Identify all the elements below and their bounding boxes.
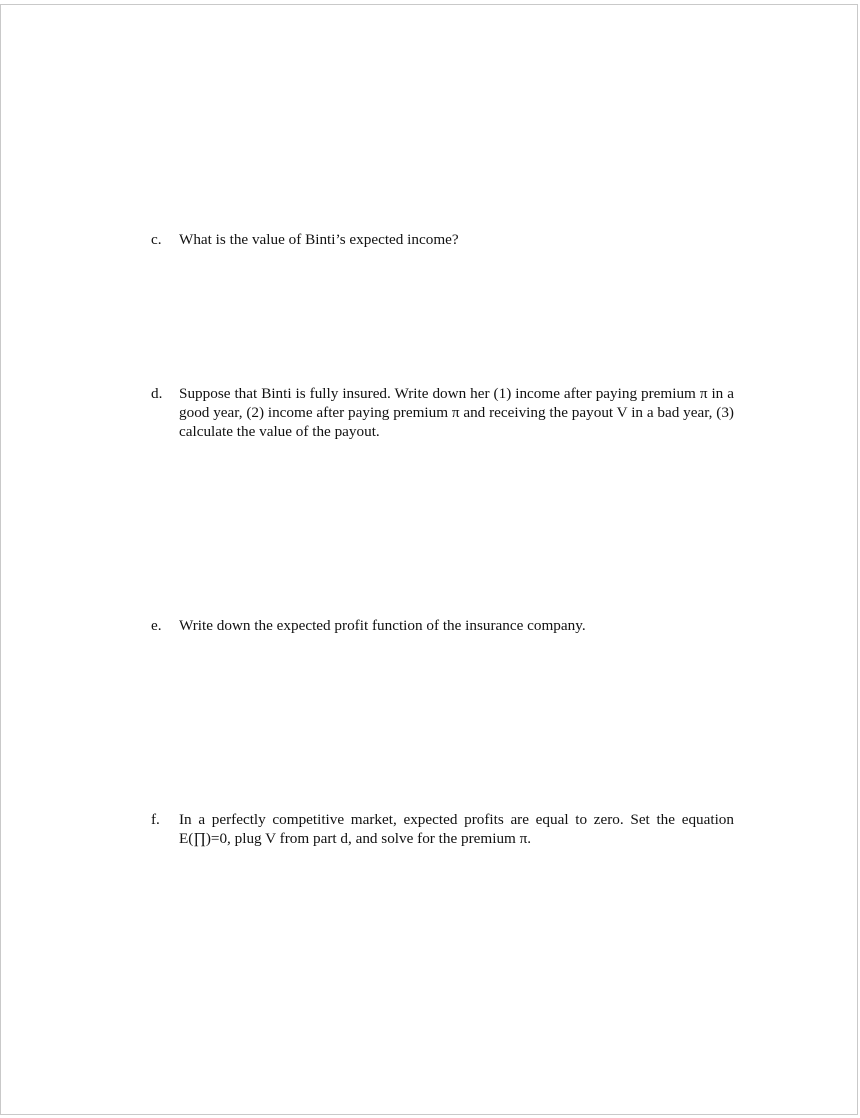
question-letter: c. [151,231,162,248]
document-page [0,4,858,1115]
question-d [151,384,734,441]
question-letter: e. [151,617,162,634]
question-letter: d. [151,385,163,402]
question-text: Suppose that Binti is fully insured. Write down her (1) income after paying premium π in a good year, (2) income after paying premium π and receiving the payout V in a bad year, (3) calculate the value of the payout. [179,385,734,440]
question-f [151,810,734,848]
question-text: In a perfectly competitive market, expected profits are equal to zero. Set the equation E(∏)=0, plug V from part d, and solve for the premium π. [179,811,734,847]
question-text: What is the value of Binti’s expected income? [179,231,459,248]
question-letter: f. [151,811,160,828]
question-text: Write down the expected profit function of the insurance company. [179,617,586,634]
question-c [151,230,734,249]
question-e [151,616,734,635]
